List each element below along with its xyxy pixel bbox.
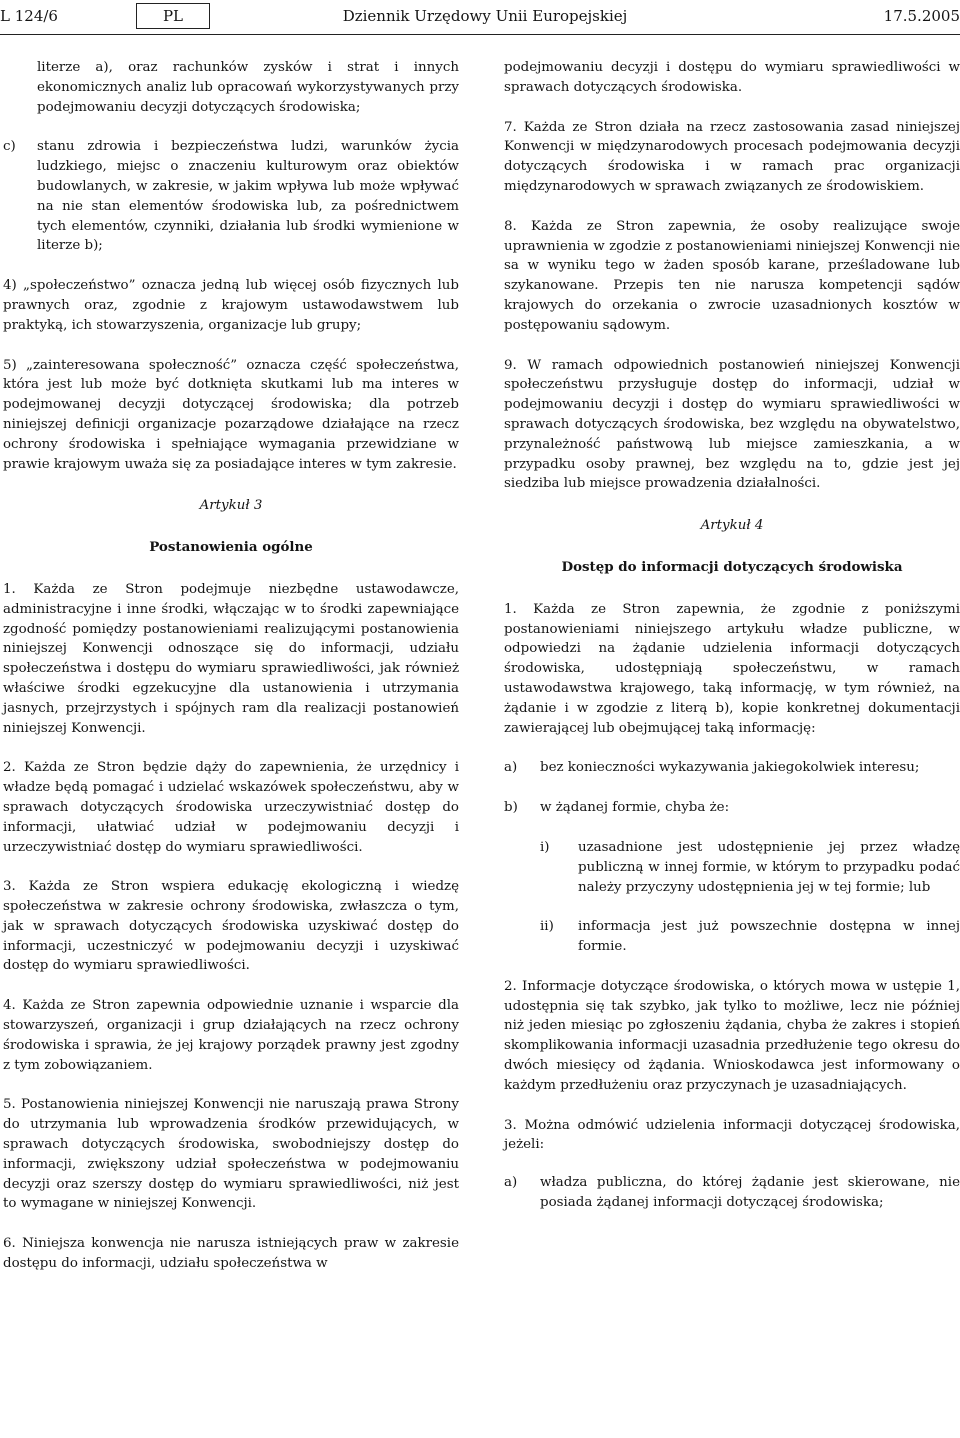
list-item-a-2 (504, 1173, 960, 1213)
art3-paragraph-7: 7. Każda ze Stron działa na rzecz zastosowania zasad niniejszej Konwencji w międzynarodowych procesach podejmowania decyzji dotyczących środowiska i w ramach prac organizacji międzynarodowych w sprawach związanych ze środowiskiem. (504, 119, 960, 194)
continuation-paragraph: literze a), oraz rachunków zysków i strat i innych ekonomicznych analiz lub opracowań wykorzystywanych przy podejmowaniu decyzji dotyczących środowiska; (37, 60, 459, 115)
item-label: b) (504, 800, 518, 816)
item-text: stanu zdrowia i bezpieczeństwa ludzi, warunków życia ludzkiego, miejsc o znaczeniu kulturowym oraz obiektów budowlanych, w zakresie, w jakim wpływa lub może wpływać na nie stan elementów środowiska lub, za pośrednictwem tych elementów, czynniki, działania lub środki wymienione w literze b); (37, 139, 459, 254)
definition-4: 4) „społeczeństwo” oznacza jedną lub więcej osób fizycznych lub prawnych oraz, zgodnie z krajowym ustawodawstwem lub praktyką, ich stowarzyszenia, organizacje lub grupy; (3, 278, 459, 333)
language-box: PL (136, 3, 210, 29)
definition-5: 5) „zainteresowana społeczność” oznacza część społeczeństwa, która jest lub może być dotknięta skutkami lub ma interes w podejmowanej decyzji dotyczącej środowiska; dla potrzeb niniejszej definicji organizacje pozarządowe działające na rzecz ochrony środowiska i spełniające wymagania przewidziane w prawie krajowym uważa się za posiadające interes w tym zakresie. (3, 357, 459, 472)
right-column (504, 58, 960, 1233)
item-label: a) (504, 1175, 518, 1191)
list-item-c (3, 137, 459, 256)
item-text: władza publiczna, do której żądanie jest skierowane, nie posiada żądanej informacji dotyczącej środowiska; (540, 1175, 960, 1211)
article-4-title: Artykuł 4 (700, 518, 764, 534)
continuation-paragraph-right: podejmowaniu decyzji i dostępu do wymiaru sprawiedliwości w sprawach dotyczących środowiska. (504, 60, 960, 95)
journal-title: Dziennik Urzędowy Unii Europejskiej (342, 7, 628, 25)
art4-paragraph-3: 3. Można odmówić udzielenia informacji dotyczącej środowiska, jeżeli: (504, 1117, 960, 1153)
sub-item-label: i) (540, 839, 550, 855)
article-4-heading: Dostęp do informacji dotyczących środowiska (561, 558, 903, 575)
art3-paragraph-2: 2. Każda ze Stron będzie dąży do zapewnienia, że urzędnicy i władze będą pomagać i udzielać wskazówek społeczeństwu, aby w sprawach dotyczących środowiska urzeczywistniać dostęp do informacji, ułatwiać udział w podejmowaniu decyzji i urzeczywistniać dostęp do wymiaru sprawiedliwości. (3, 760, 459, 855)
article-3-title: Artykuł 3 (199, 498, 263, 514)
art3-paragraph-8: 8. Każda ze Stron zapewnia, że osoby realizujące swoje uprawnienia w zgodzie z postanowieniami niniejszej Konwencji nie sa w wyniku tego w żaden sposób karane, prześladowane lub szykanowane. Przepis ten nie narusza kompetencji sądów krajowych do orzekania o zwrocie uzasadnionych kosztów w postępowaniu sądowym. (504, 218, 960, 333)
sub-item-text: uzasadnione jest udostępnienie jej przez władzę publiczną w innej formie, w którym to przypadku podać należy przyczyny udostępnienia jej w tej formie; lub (578, 839, 960, 895)
sub-item-label: ii) (540, 919, 554, 935)
art4-paragraph-1: 1. Każda ze Stron zapewnia, że zgodnie z poniższymi postanowieniami niniejszego artykułu władze publiczne, w odpowiedzi na żądanie udzielenia informacji dotyczących środowiska, udostępniają społeczeństwu, w ramach ustawodawstwa krajowego, taką informację, w tym również, na żądanie i w zgodzie z literą b), kopie konkretnej dokumentacji zawierającej lub obejmującej taką informację: (504, 601, 960, 736)
item-label: a) (504, 760, 518, 776)
list-item-b (504, 798, 960, 818)
art3-paragraph-9: 9. W ramach odpowiednich postanowień niniejszej Konwencji społeczeństwu przysługuje dostęp do informacji, udział w podejmowaniu decyzji i dostęp do wymiaru sprawiedliwości w sprawach dotyczących środowiska, bez względu na obywatelstwo, przynależność państwową lub miejsce zamieszkania, a w przypadku osoby prawnej, bez względu na to, gdzie jest jej siedziba lub miejsce prowadzenia działalności. (504, 357, 960, 492)
page-header (0, 0, 960, 35)
item-text: w żądanej formie, chyba że: (540, 800, 730, 816)
art3-paragraph-4: 4. Każda ze Stron zapewnia odpowiednie uznanie i wsparcie dla stowarzyszeń, organizacji i grup działających na rzecz ochrony środowiska i sprawia, że jej krajowy porządek prawny jest zgodny z tym zobowiązaniem. (3, 998, 459, 1073)
left-column (3, 58, 459, 1294)
art3-paragraph-1: 1. Każda ze Stron podejmuje niezbędne ustawodawcze, administracyjne i inne środki, włączając w to środki zapewniające zgodność pomiędzy postanowieniami realizującymi postanowienia niniejszej Konwencji odnoszące się do informacji, udziału społeczeństwa i dostępu do wymiaru sprawiedliwości, jak również właściwe środki egzekucyjne dla ustanowienia i utrzymania jasnych, przejrzystych i spójnych ram dla realizacji postanowień niniejszej Konwencji. (3, 581, 459, 736)
page-number: L 124/6 (0, 7, 58, 25)
item-label: c) (3, 139, 16, 155)
list-item-a (504, 758, 960, 778)
item-text: bez konieczności wykazywania jakiegokolwiek interesu; (540, 760, 920, 776)
sub-item-ii (540, 917, 960, 957)
sub-item-text: informacja jest już powszechnie dostępna w innej formie. (578, 919, 960, 955)
article-3-heading: Postanowienia ogólne (149, 539, 313, 556)
publication-date: 17.5.2005 (883, 7, 960, 25)
sub-item-i (540, 838, 960, 897)
art3-paragraph-3: 3. Każda ze Stron wspiera edukację ekologiczną i wiedzę społeczeństwa w zakresie ochrony środowiska, zwłaszcza o tym, jak w sprawach dotyczących środowiska uzyskiwać dostęp do informacji, uczestniczyć w podejmowaniu decyzji i uzyskiwać dostęp do wymiaru sprawiedliwości. (3, 879, 459, 974)
art3-paragraph-6: 6. Niniejsza konwencja nie narusza istniejących praw w zakresie dostępu do informacji, udziału społeczeństwa w (3, 1236, 459, 1272)
art4-paragraph-2: 2. Informacje dotyczące środowiska, o których mowa w ustępie 1, udostępnia się tak szybko, jak tylko to możliwe, lecz nie później niż jeden miesiąc po zgłoszeniu żądania, chyba że zakres i stopień skomplikowania informacji uzasadnia przedłużenie tego okresu do dwóch miesięcy od żądania. Wnioskodawca jest informowany o każdym przedłużeniu oraz przyczynach je uzasadniających. (504, 978, 960, 1093)
art3-paragraph-5: 5. Postanowienia niniejszej Konwencji nie naruszają prawa Strony do utrzymania lub wprowadzenia środków przewidujących, w sprawach dotyczących środowiska, swobodniejszy dostęp do informacji, zwiększony udział społeczeństwa w podejmowaniu decyzji oraz szerszy dostęp do wymiaru sprawiedliwości, niż jest to wymagane w niniejszej Konwencji. (3, 1097, 459, 1212)
